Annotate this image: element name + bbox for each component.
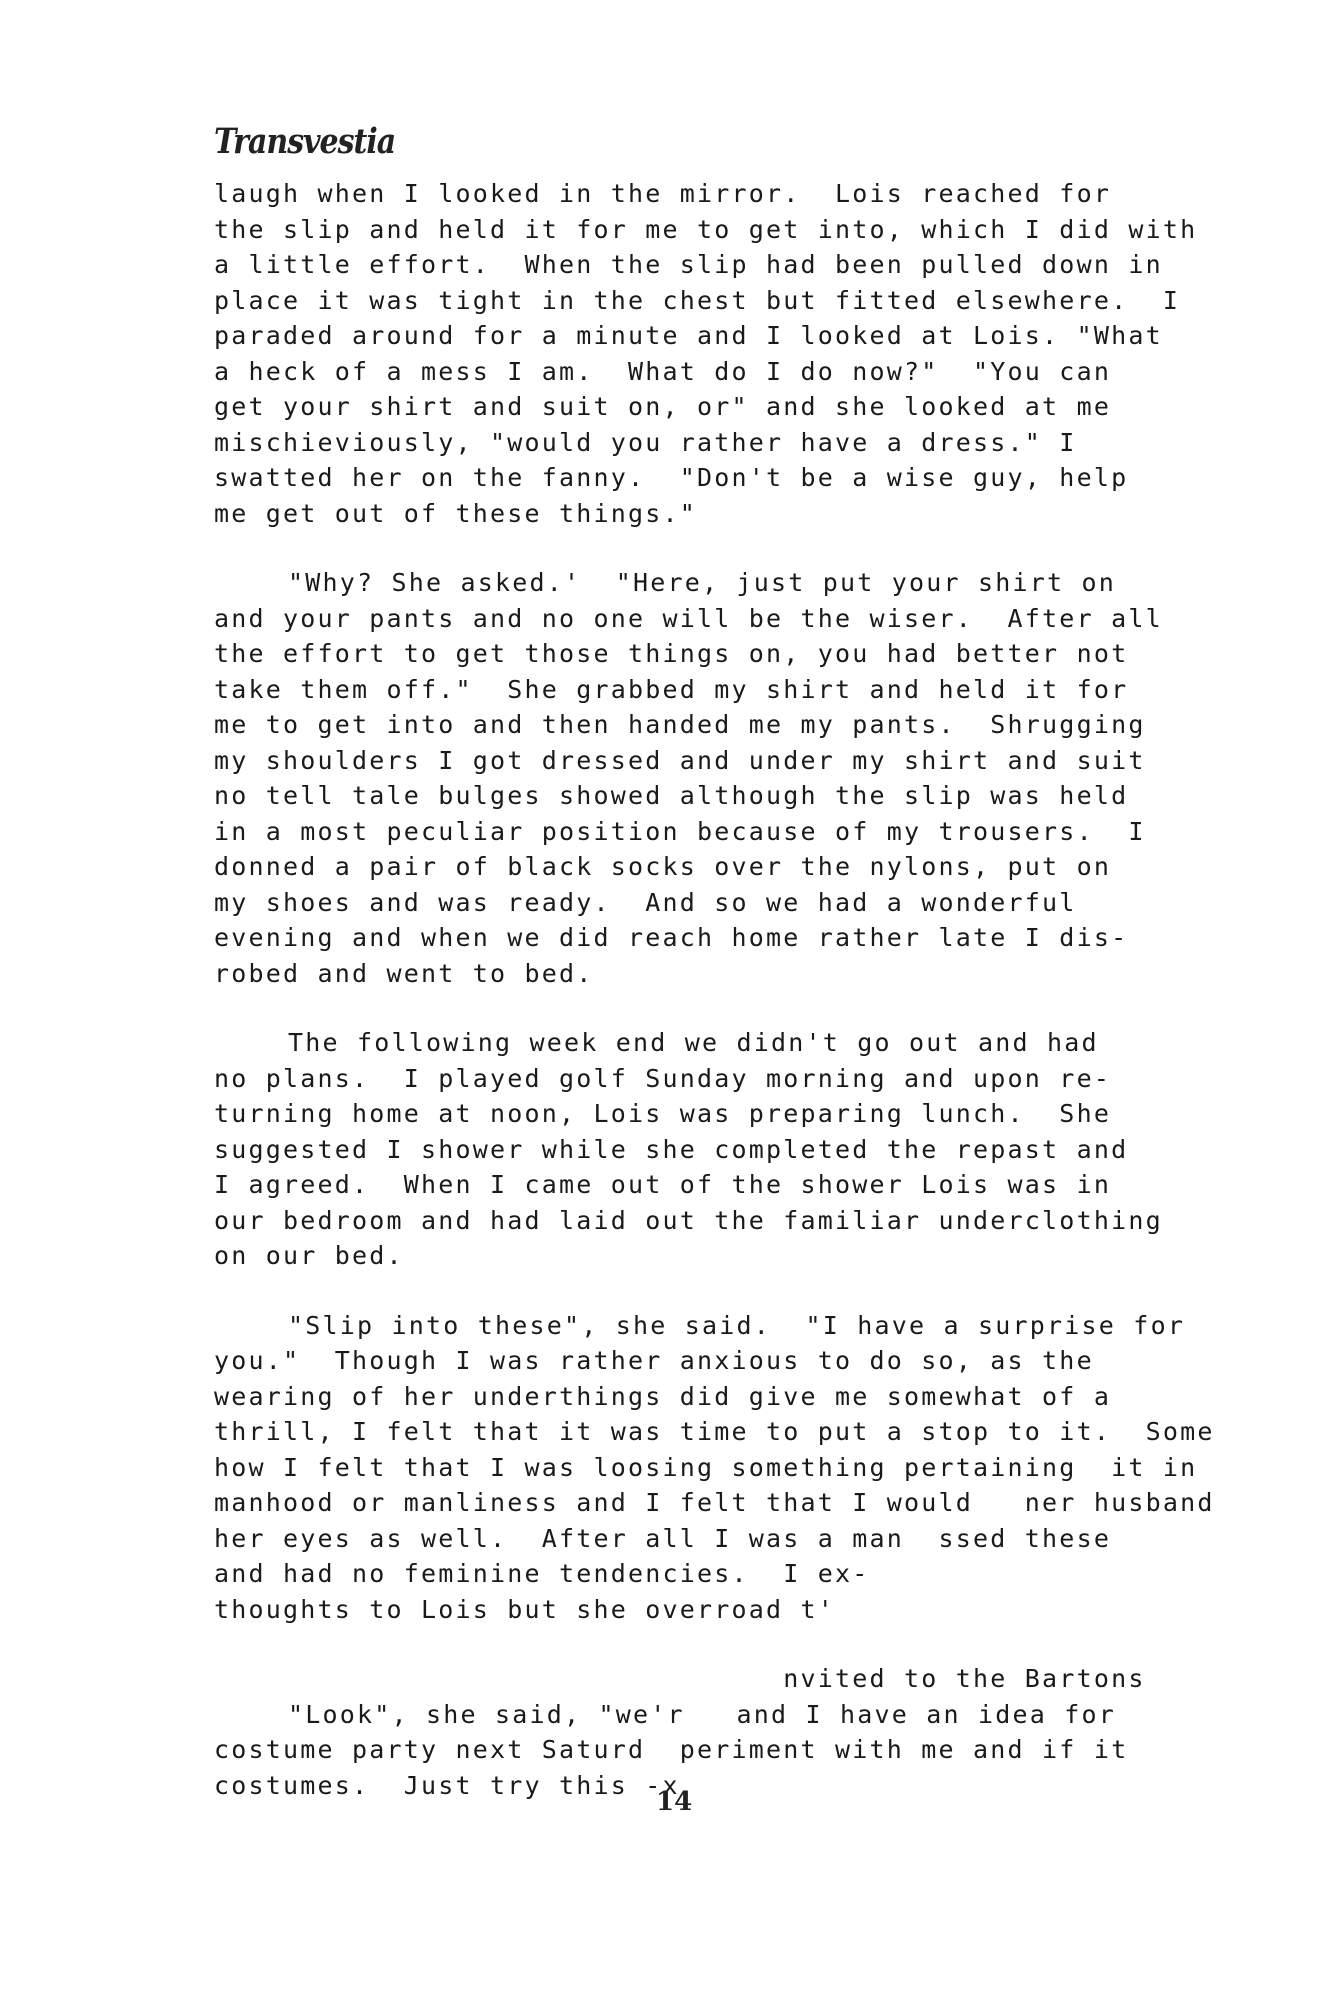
text-line: wearing of her underthings did give me somewhat of a bbox=[214, 1381, 1112, 1411]
paragraph-1 bbox=[214, 176, 1234, 531]
text-line: costume party next Saturd periment with me and if it bbox=[214, 1735, 1129, 1764]
magazine-masthead: Transvestia bbox=[214, 122, 396, 163]
text-line: paraded around for a minute and I looked at Lois. "What bbox=[214, 321, 1163, 350]
text-line: evening and when we did reach home rather late I dis- bbox=[214, 923, 1129, 952]
text-line: "Slip into these", she said. "I have a surprise for bbox=[288, 1310, 1186, 1340]
text-line: take them off." She grabbed my shirt and held it for bbox=[214, 674, 1129, 704]
text-line: thoughts to Lois but she overroad t' bbox=[214, 1594, 836, 1624]
page-number: 14 bbox=[656, 1787, 693, 1817]
text-line: I agreed. When I came out of the shower Lois was in bbox=[214, 1170, 1112, 1199]
text-line: in a most peculiar position because of my trousers. I bbox=[214, 816, 1146, 846]
text-line: and had no feminine tendencies. I ex- bbox=[214, 1559, 870, 1588]
text-line: on our bed. bbox=[214, 1241, 404, 1270]
paragraph-5 bbox=[214, 1661, 1234, 1803]
text-line: how I felt that I was loosing something pertaining it in bbox=[214, 1452, 1198, 1482]
text-line: me to get into and then handed me my pants. Shrugging bbox=[214, 710, 1146, 739]
text-line: nvited to the Bartons bbox=[214, 1664, 1146, 1693]
text-line: our bedroom and had laid out the familiar underclothing bbox=[214, 1205, 1163, 1235]
text-line: robed and went to bed. bbox=[214, 958, 594, 988]
paragraph-3 bbox=[214, 1025, 1234, 1274]
text-line: "Look", she said, "we'r and I have an idea for bbox=[288, 1699, 1117, 1729]
text-line: laugh when I looked in the mirror. Lois reached for bbox=[214, 179, 1112, 208]
text-line: my shoulders I got dressed and under my shirt and suit bbox=[214, 745, 1146, 775]
text-line: swatted her on the fanny. "Don't be a wise guy, help bbox=[214, 463, 1129, 492]
text-line: manhood or manliness and I felt that I would ner husband bbox=[214, 1488, 1215, 1517]
text-line: you." Though I was rather anxious to do so, as the bbox=[214, 1346, 1094, 1375]
body-text bbox=[214, 176, 1234, 1803]
paragraph-gap bbox=[214, 531, 1234, 565]
text-line: the effort to get those things on, you had better not bbox=[214, 639, 1129, 668]
text-line: a heck of a mess I am. What do I do now?" "You can bbox=[214, 356, 1112, 386]
text-line: the slip and held it for me to get into, which I did with bbox=[214, 214, 1198, 244]
paragraph-gap bbox=[214, 991, 1234, 1025]
text-line: "Why? She asked.' "Here, just put your shirt on bbox=[288, 568, 1117, 597]
paragraph-4 bbox=[214, 1308, 1234, 1628]
text-line: me get out of these things." bbox=[214, 498, 698, 528]
text-line: suggested I shower while she completed the repast and bbox=[214, 1134, 1129, 1164]
paragraph-gap bbox=[214, 1274, 1234, 1308]
text-line: thrill, I felt that it was time to put a stop to it. Some bbox=[214, 1417, 1215, 1446]
text-line: turning home at noon, Lois was preparing lunch. She bbox=[214, 1099, 1112, 1128]
text-line: The following week end we didn't go out and had bbox=[288, 1028, 1099, 1057]
text-line: mischieviously, "would you rather have a dress." I bbox=[214, 427, 1077, 457]
text-line: no plans. I played golf Sunday morning and upon re- bbox=[214, 1063, 1112, 1093]
text-line: costumes. Just try this -x bbox=[214, 1770, 680, 1800]
text-line: get your shirt and suit on, or" and she looked at me bbox=[214, 392, 1112, 421]
text-line: donned a pair of black socks over the nylons, put on bbox=[214, 852, 1112, 881]
text-line: my shoes and was ready. And so we had a wonderful bbox=[214, 887, 1077, 917]
paragraph-gap bbox=[214, 1627, 1234, 1661]
paragraph-2 bbox=[214, 565, 1234, 991]
text-line: no tell tale bulges showed although the slip was held bbox=[214, 781, 1129, 810]
text-line: a little effort. When the slip had been pulled down in bbox=[214, 250, 1163, 279]
text-line: her eyes as well. After all I was a man ssed these bbox=[214, 1523, 1112, 1553]
text-line: and your pants and no one will be the wiser. After all bbox=[214, 603, 1163, 633]
text-line: place it was tight in the chest but fitted elsewhere. I bbox=[214, 285, 1181, 315]
